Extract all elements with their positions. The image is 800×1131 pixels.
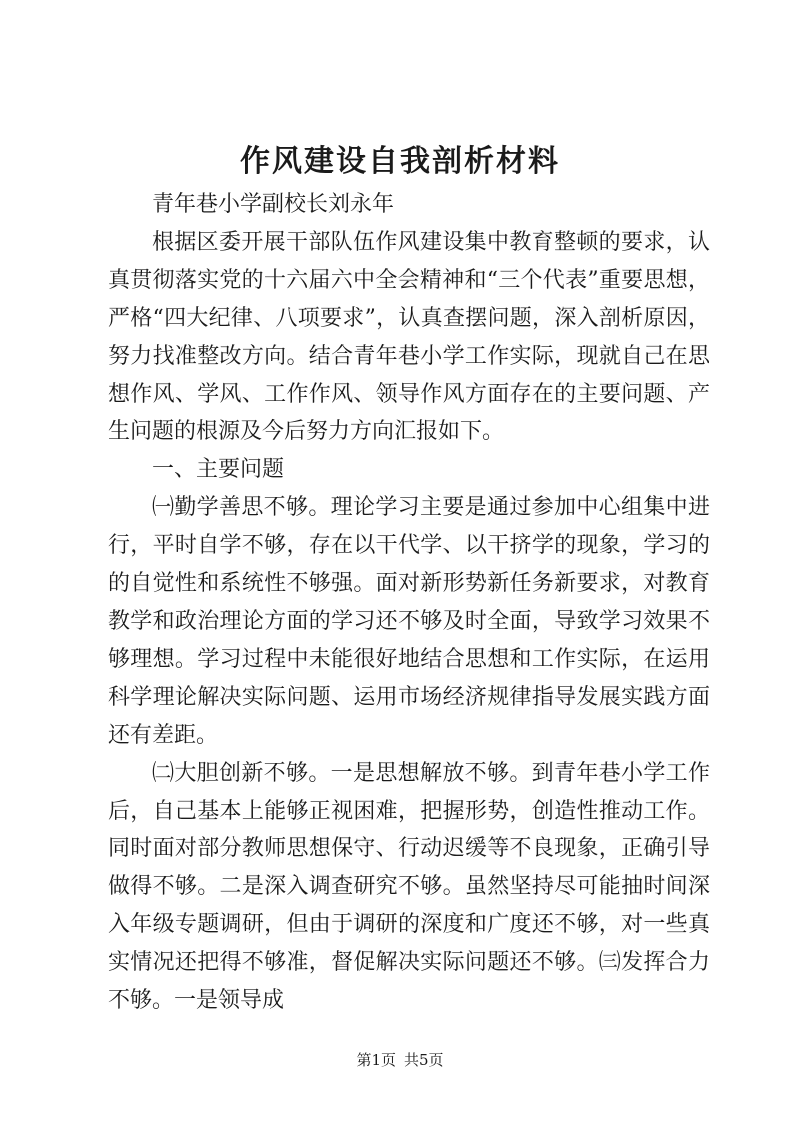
author-line: 青年巷小学副校长刘永年 — [152, 192, 395, 217]
paragraph-study: ㈠勤学善思不够。理论学习主要是通过参加中心组集中进行，平时自学不够，存在以干代学、以干挤学的现象，学习的的自觉性和系统性不够强。面对新形势新任务新要求，对教育教学和政治理论方面的学习还不够及时全面，导致学习效果不够理想。学习过程中未能很好地结合思想和工作实际，在运用科学理论解决实际问题、运用市场经济规律指导发展实践方面还有差距。 — [108, 495, 710, 748]
document-body — [108, 186, 710, 1020]
page-total: 共5页 — [404, 1051, 444, 1069]
paragraph-intro: 根据区委开展干部队伍作风建设集中教育整顿的要求，认真贯彻落实党的十六届六中全会精神和“三个代表”重要思想，严格“四大纪律、八项要求”，认真查摆问题，深入剖析原因，努力找准整改方向。结合青年巷小学工作实际，现就自己在思想作风、学风、工作作风、领导作风方面存在的主要问题、产生问题的根源及今后努力方向汇报如下。 — [108, 229, 710, 445]
page-footer — [0, 1050, 800, 1070]
document-title: 作风建设自我剖析材料 — [240, 144, 560, 179]
page-number: 第1页 — [356, 1051, 396, 1069]
section-heading: 一、主要问题 — [152, 457, 285, 483]
paragraph-innovation: ㈡大胆创新不够。一是思想解放不够。到青年巷小学工作后，自己基本上能够正视困难，把握形势，创造性推动工作。同时面对部分教师思想保守、行动迟缓等不良现象，正确引导做得不够。二是深入调查研究不够。虽然坚持尽可能抽时间深入年级专题调研，但由于调研的深度和广度还不够，对一些真实情况还把得不够准，督促解决实际问题还不够。㈢发挥合力不够。一是领导成 — [108, 760, 710, 1014]
